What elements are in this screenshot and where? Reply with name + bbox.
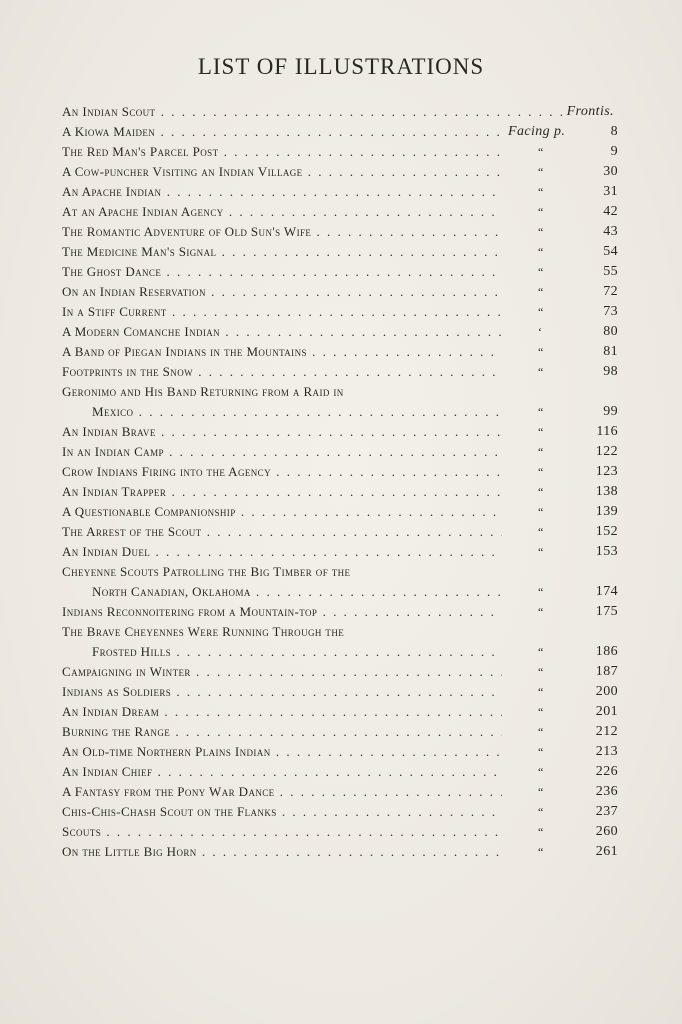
page-number: 123 — [595, 464, 618, 479]
list-item — [62, 782, 622, 802]
page-number: 99 — [603, 404, 618, 419]
list-item — [62, 182, 622, 202]
page-number: 260 — [595, 824, 618, 839]
page-number: 31 — [603, 184, 618, 199]
illustration-title: At an Apache Indian Agency . . . — [62, 202, 502, 222]
illustration-title: Footprints in the Snow . . . — [62, 362, 502, 382]
list-item — [62, 282, 622, 302]
list-item — [62, 762, 622, 782]
illustration-title: An Indian Trapper . . . — [62, 482, 502, 502]
list-item — [62, 662, 622, 682]
ditto-mark: “ — [538, 845, 544, 859]
facing-page-label: Facing p. — [508, 124, 566, 139]
page-number: 200 — [595, 684, 618, 699]
illustration-title: The Romantic Adventure of Old Sun's Wife . . . — [62, 222, 502, 242]
page-number: 187 — [595, 664, 618, 679]
list-item — [62, 682, 622, 702]
list-item — [62, 262, 622, 282]
illustration-title: An Old-time Northern Plains Indian . . . — [62, 742, 502, 762]
list-item — [62, 422, 622, 442]
illustration-title: The Ghost Dance . . . — [62, 262, 502, 282]
list-item — [62, 702, 622, 722]
illustration-title: A Questionable Companionship . . . — [62, 502, 502, 522]
frontis-label: Frontis. — [566, 104, 614, 119]
list-item — [62, 402, 622, 422]
illustration-title: In an Indian Camp . . . — [62, 442, 502, 462]
illustration-title: In a Stiff Current . . . — [62, 302, 502, 322]
page-number: 236 — [595, 784, 618, 799]
page-number: 43 — [603, 224, 618, 239]
illustration-title: Frosted Hills . . . — [92, 642, 502, 662]
page-number: 213 — [595, 744, 618, 759]
list-item — [62, 102, 622, 122]
page-number: 226 — [595, 764, 618, 779]
illustration-title: Chis-Chis-Chash Scout on the Flanks . . . — [62, 802, 502, 822]
illustration-title: Mexico . . . — [92, 402, 502, 422]
ditto-mark: “ — [538, 365, 544, 379]
ditto-mark: “ — [538, 745, 544, 759]
page-number: 122 — [595, 444, 618, 459]
ditto-mark: “ — [538, 425, 544, 439]
ditto-mark: “ — [538, 545, 544, 559]
illustration-title: The Medicine Man's Signal . . . — [62, 242, 502, 262]
ditto-mark: “ — [538, 245, 544, 259]
ditto-mark: “ — [538, 205, 544, 219]
page-number: 186 — [595, 644, 618, 659]
ditto-mark: “ — [538, 705, 544, 719]
list-item — [62, 742, 622, 762]
illustration-title: North Canadian, Oklahoma . . . — [92, 582, 502, 602]
illustration-title: The Red Man's Parcel Post . . . — [62, 142, 502, 162]
page-number: 261 — [595, 844, 618, 859]
illustration-title: Campaigning in Winter . . . — [62, 662, 502, 682]
page-number: 54 — [603, 244, 618, 259]
list-item — [62, 382, 622, 402]
illustration-title: An Indian Chief . . . — [62, 762, 502, 782]
list-item — [62, 642, 622, 662]
illustration-title: On the Little Big Horn . . . — [62, 842, 502, 862]
illustration-title: A Kiowa Maiden . . . — [62, 122, 502, 142]
list-item — [62, 722, 622, 742]
ditto-mark: “ — [538, 605, 544, 619]
list-item — [62, 542, 622, 562]
ditto-mark: “ — [538, 645, 544, 659]
list-item — [62, 242, 622, 262]
list-item — [62, 322, 622, 342]
illustration-title: An Indian Scout . . . — [62, 102, 562, 122]
list-item — [62, 202, 622, 222]
illustration-title: An Indian Brave . . . — [62, 422, 502, 442]
illustration-title: Geronimo and His Band Returning from a Raid in — [62, 384, 344, 399]
page-number: 116 — [596, 424, 618, 439]
list-item — [62, 162, 622, 182]
ditto-mark: “ — [538, 285, 544, 299]
list-item — [62, 462, 622, 482]
illustration-title: A Fantasy from the Pony War Dance . . . — [62, 782, 502, 802]
list-item — [62, 502, 622, 522]
ditto-mark: “ — [538, 525, 544, 539]
illustration-title: Indians as Soldiers . . . — [62, 682, 502, 702]
ditto-mark: “ — [538, 585, 544, 599]
page-number: 55 — [603, 264, 618, 279]
list-item — [62, 122, 622, 142]
list-item — [62, 302, 622, 322]
illustration-title: Crow Indians Firing into the Agency . . . — [62, 462, 502, 482]
page-number: 139 — [595, 504, 618, 519]
illustration-title: Indians Reconnoitering from a Mountain-top . . . — [62, 602, 502, 622]
illustration-title: An Indian Duel . . . — [62, 542, 502, 562]
list-item — [62, 482, 622, 502]
list-item — [62, 142, 622, 162]
illustration-title: An Indian Dream . . . — [62, 702, 502, 722]
list-item — [62, 822, 622, 842]
page-number: 201 — [595, 704, 618, 719]
ditto-mark: “ — [538, 665, 544, 679]
illustration-title: The Arrest of the Scout . . . — [62, 522, 502, 542]
ditto-mark: “ — [538, 225, 544, 239]
page-number: 30 — [603, 164, 618, 179]
illustration-title: Cheyenne Scouts Patrolling the Big Timber of the — [62, 564, 351, 579]
list-item — [62, 602, 622, 622]
ditto-mark: “ — [538, 145, 544, 159]
illustration-title: An Apache Indian . . . — [62, 182, 502, 202]
list-item — [62, 342, 622, 362]
list-item — [62, 842, 622, 862]
list-item — [62, 802, 622, 822]
ditto-mark: ‘ — [538, 325, 543, 339]
ditto-mark: “ — [538, 165, 544, 179]
page-number: 98 — [603, 364, 618, 379]
illustrations-list — [62, 102, 622, 862]
illustration-title: The Brave Cheyennes Were Running Through the — [62, 624, 345, 639]
page-number: 152 — [595, 524, 618, 539]
illustration-title: A Cow-puncher Visiting an Indian Village . . . — [62, 162, 502, 182]
illustration-title: A Modern Comanche Indian . . . — [62, 322, 502, 342]
list-item — [62, 582, 622, 602]
illustration-title: Scouts . . . — [62, 822, 502, 842]
ditto-mark: “ — [538, 785, 544, 799]
illustration-title: A Band of Piegan Indians in the Mountains . . . — [62, 342, 502, 362]
ditto-mark: “ — [538, 185, 544, 199]
page-number: 81 — [603, 344, 618, 359]
page-number: 174 — [595, 584, 618, 599]
illustration-title: Burning the Range . . . — [62, 722, 502, 742]
page-title: LIST OF ILLUSTRATIONS — [197, 54, 485, 79]
ditto-mark: “ — [538, 765, 544, 779]
list-item — [62, 562, 622, 582]
list-item — [62, 522, 622, 542]
page-number: 80 — [603, 324, 618, 339]
page-number: 138 — [595, 484, 618, 499]
ditto-mark: “ — [538, 305, 544, 319]
page-number: 175 — [595, 604, 618, 619]
ditto-mark: “ — [538, 445, 544, 459]
list-item — [62, 622, 622, 642]
list-item — [62, 442, 622, 462]
ditto-mark: “ — [538, 405, 544, 419]
page-number: 237 — [595, 804, 618, 819]
ditto-mark: “ — [538, 725, 544, 739]
ditto-mark: “ — [538, 485, 544, 499]
page-number: 8 — [610, 124, 618, 139]
ditto-mark: “ — [538, 825, 544, 839]
ditto-mark: “ — [538, 345, 544, 359]
illustration-title: On an Indian Reservation . . . — [62, 282, 502, 302]
ditto-mark: “ — [538, 505, 544, 519]
page-number: 153 — [595, 544, 618, 559]
page-number: 9 — [610, 144, 618, 159]
page-number: 212 — [595, 724, 618, 739]
ditto-mark: “ — [538, 805, 544, 819]
page-number: 73 — [603, 304, 618, 319]
ditto-mark: “ — [538, 465, 544, 479]
list-item — [62, 362, 622, 382]
page-number: 72 — [603, 284, 618, 299]
page-number: 42 — [603, 204, 618, 219]
ditto-mark: “ — [538, 265, 544, 279]
list-item — [62, 222, 622, 242]
ditto-mark: “ — [538, 685, 544, 699]
